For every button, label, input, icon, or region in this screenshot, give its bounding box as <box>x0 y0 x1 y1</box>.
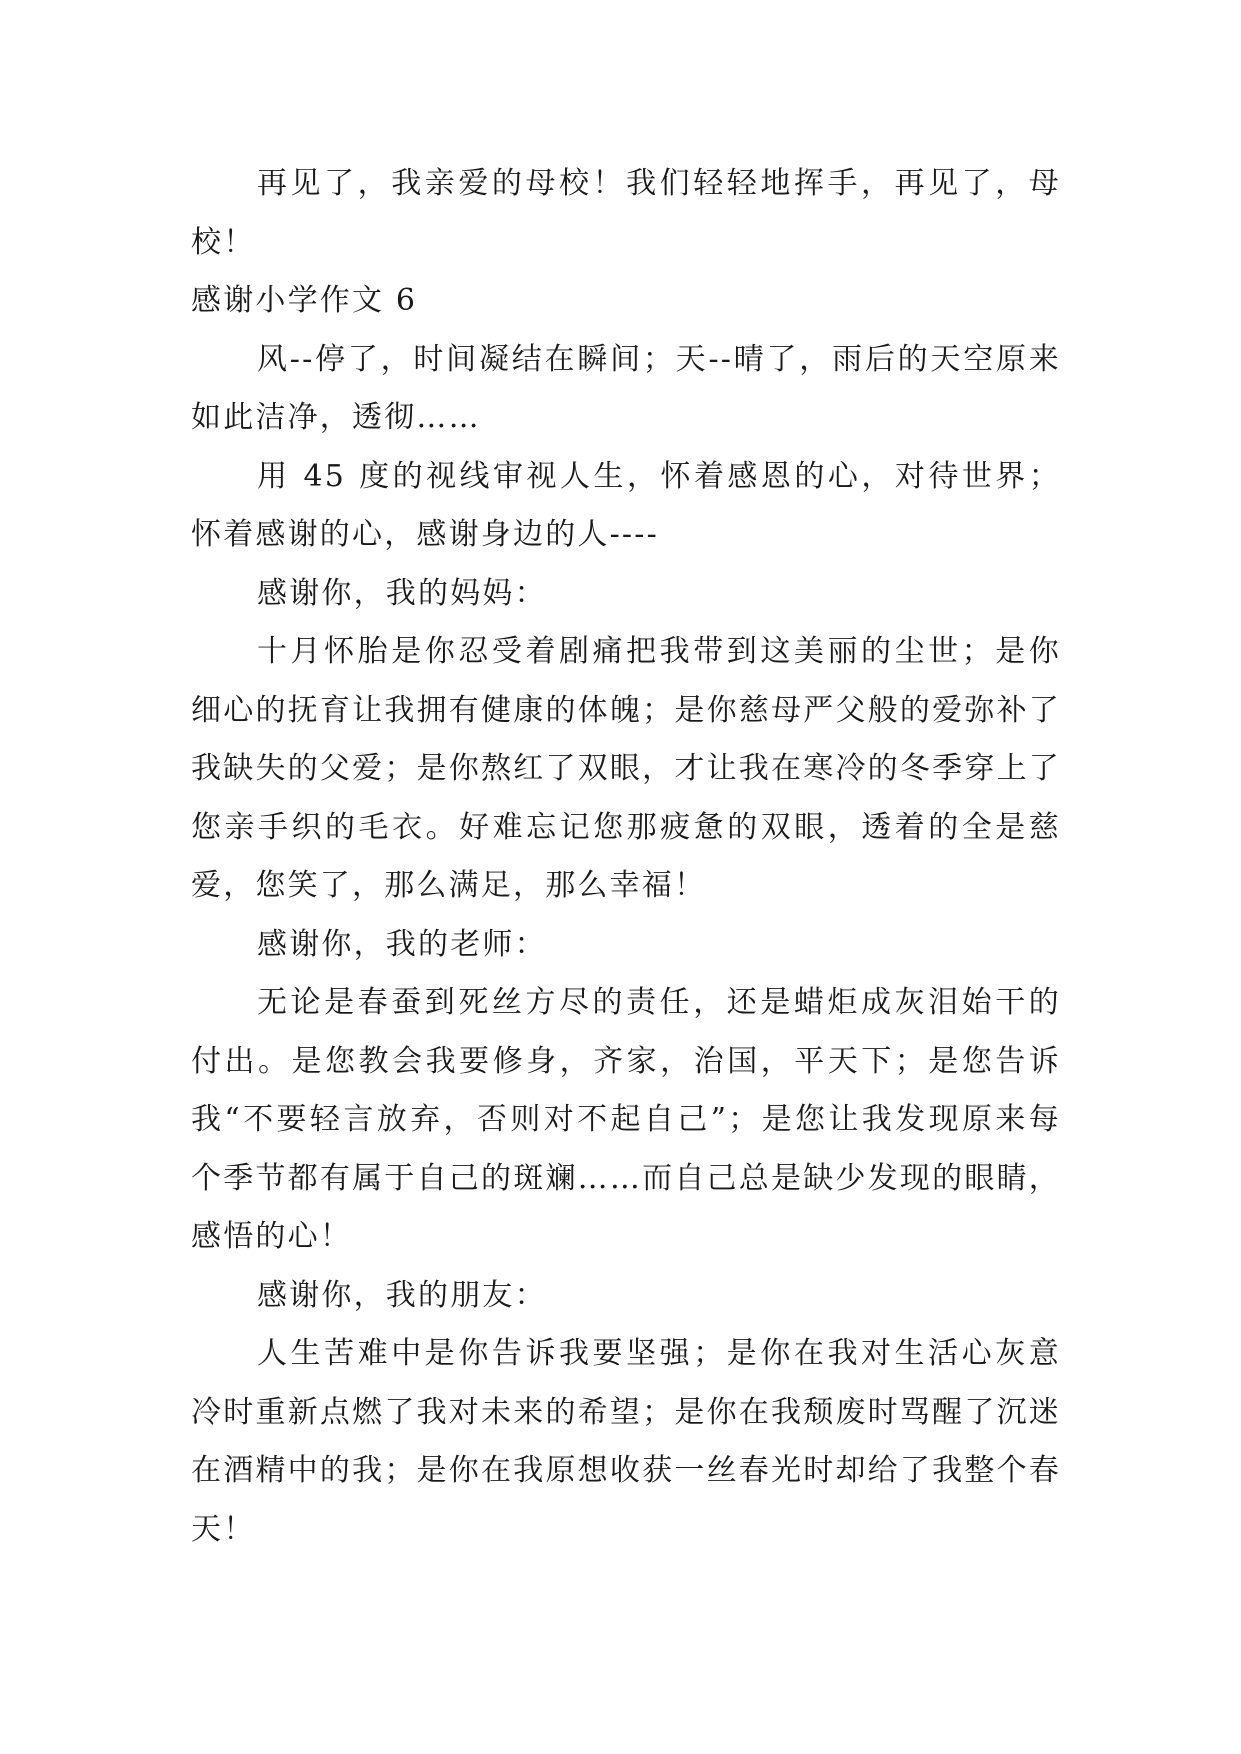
paragraph-wind: 风--停了，时间凝结在瞬间；天--晴了，雨后的天空原来如此洁净，透彻…… <box>191 341 1061 435</box>
paragraph-teacher: 无论是春蚕到死丝方尽的责任，还是蜡炬成灰泪始干的付出。是您教会我要修身，齐家，治国，平天下；是您告诉我“不要轻言放弃，否则对不起自己”；是您让我发现原来每个季节都有属于自己的斑斓……而自己总是缺少发现的眼睛，感悟的心！ <box>191 985 1061 1254</box>
section-heading: 感谢小学作文 6 <box>191 283 418 318</box>
paragraph-thanks-teacher-heading: 感谢你，我的老师： <box>257 926 547 962</box>
paragraph-thanks-friend-heading: 感谢你，我的朋友： <box>257 1277 547 1313</box>
paragraph-mother: 十月怀胎是你忍受着剧痛把我带到这美丽的尘世；是你细心的抚育让我拥有健康的体魄；是你慈母严父般的爱弥补了我缺失的父爱；是你熬红了双眼，才让我在寒冷的冬季穿上了您亲手织的毛衣。好难忘记您那疲惫的双眼，透着的全是慈爱，您笑了，那么满足，那么幸福！ <box>191 634 1061 903</box>
paragraph-farewell: 再见了，我亲爱的母校！我们轻轻地挥手，再见了，母校！ <box>191 166 1061 260</box>
paragraph-thanks-mother-heading: 感谢你，我的妈妈： <box>257 575 547 611</box>
paragraph-45-degrees: 用 45 度的视线审视人生，怀着感恩的心，对待世界；怀着感谢的心，感谢身边的人---- <box>191 458 1061 552</box>
paragraph-friend: 人生苦难中是你告诉我要坚强；是你在我对生活心灰意冷时重新点燃了我对未来的希望；是你在我颓废时骂醒了沉迷在酒精中的我；是你在我原想收获一丝春光时却给了我整个春天！ <box>191 1336 1061 1547</box>
document-body <box>191 155 1061 1559</box>
